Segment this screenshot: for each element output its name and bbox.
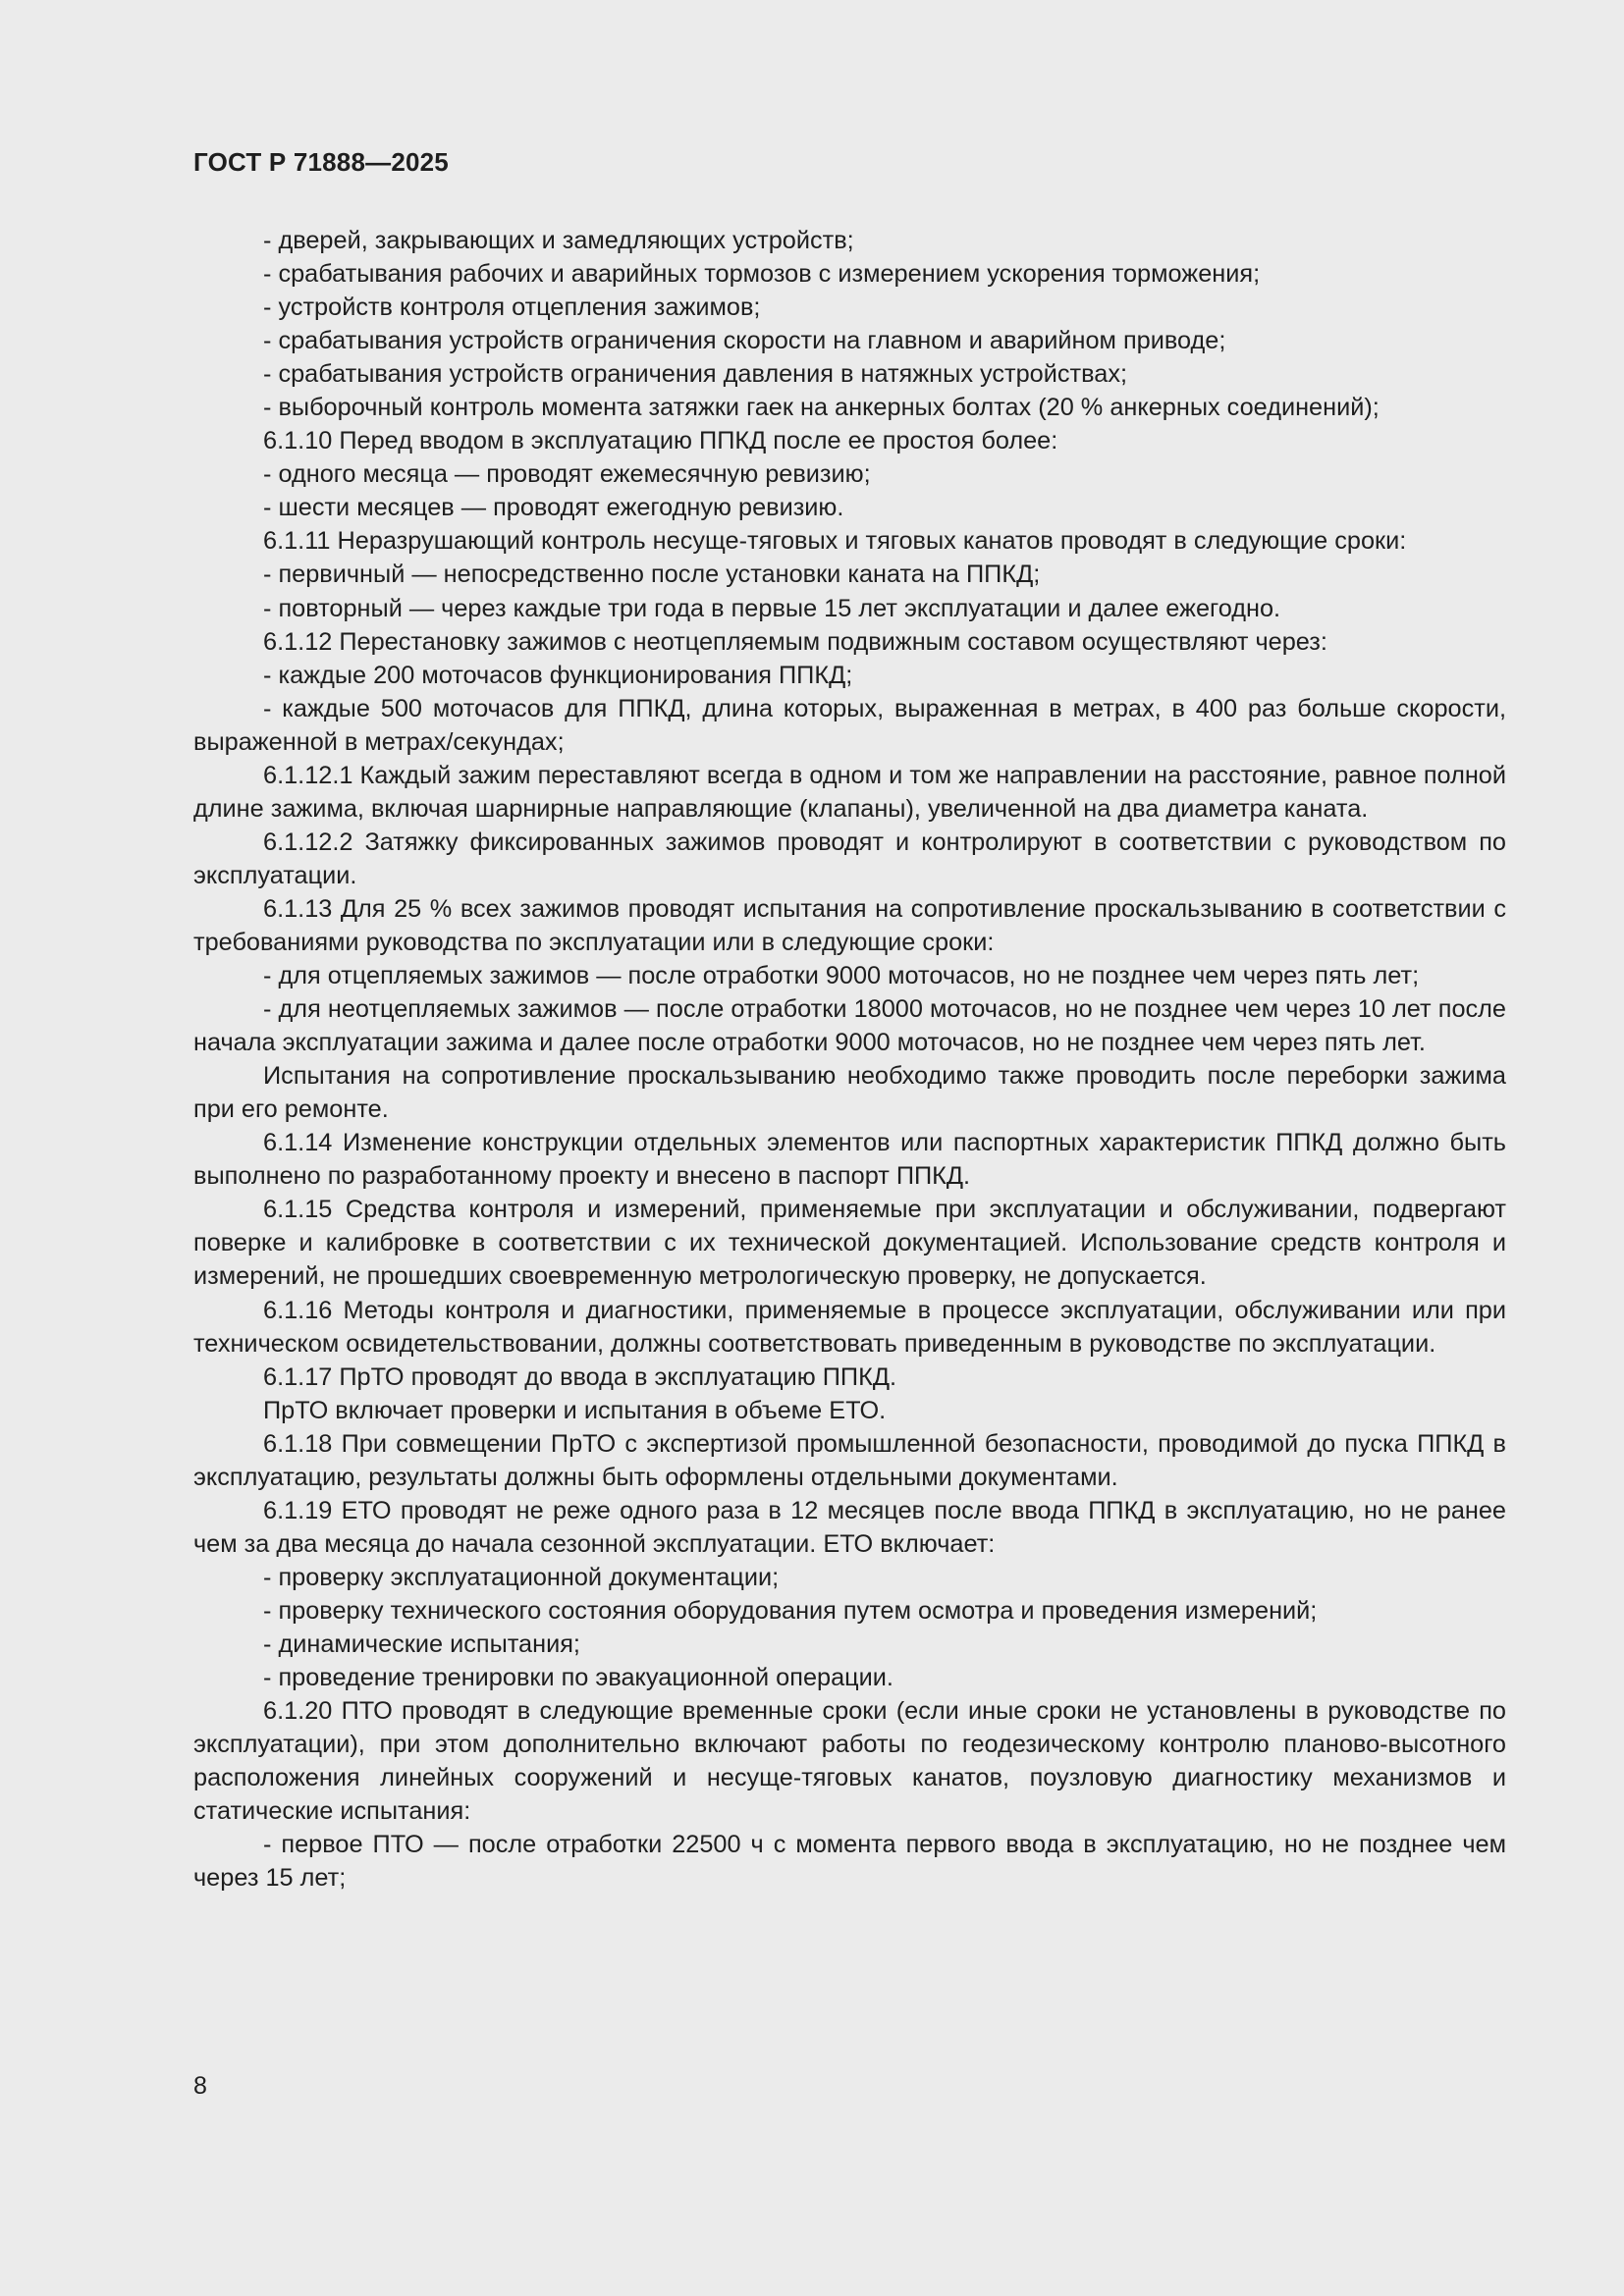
- list-item: - срабатывания рабочих и аварийных тормозов с измерением ускорения торможения;: [263, 260, 1261, 289]
- paragraph: ПрТО включает проверки и испытания в объеме ЕТО.: [263, 1396, 887, 1424]
- clause-6-1-18: 6.1.18 При совмещении ПрТО с экспертизой промышленной безопасности, проводимой до пуска ППКД в эксплуатацию, результаты должны быть оформлены отдельными документами.: [193, 1429, 1506, 1491]
- document-body: [193, 224, 1506, 1895]
- page-number: 8: [193, 2072, 207, 2100]
- clause-6-1-20: 6.1.20 ПТО проводят в следующие временные сроки (если иные сроки не установлены в руководстве по эксплуатации), при этом дополнительно включают работы по геодезическому контролю планово-высотного расположения линейных сооружений и несуще-тяговых канатов, поузловую диагностику механизмов и статические испытания:: [193, 1697, 1506, 1826]
- list-item: - для отцепляемых зажимов — после отработки 9000 моточасов, но не позднее чем через пять лет;: [263, 962, 1420, 990]
- list-item: - одного месяца — проводят ежемесячную ревизию;: [263, 460, 871, 489]
- list-item: - проведение тренировки по эвакуационной операции.: [263, 1664, 893, 1692]
- clause-6-1-12-2: 6.1.12.2 Затяжку фиксированных зажимов проводят и контролируют в соответствии с руководством по эксплуатации.: [193, 828, 1506, 889]
- list-item: - выборочный контроль момента затяжки гаек на анкерных болтах (20 % анкерных соединений);: [263, 394, 1380, 422]
- list-item: - срабатывания устройств ограничения скорости на главном и аварийном приводе;: [263, 327, 1226, 355]
- list-item: - динамические испытания;: [263, 1629, 580, 1658]
- list-item: - первичный — непосредственно после установки каната на ППКД;: [263, 561, 1041, 589]
- clause-6-1-17: 6.1.17 ПрТО проводят до ввода в эксплуатацию ППКД.: [263, 1362, 896, 1391]
- paragraph: Испытания на сопротивление проскальзыванию необходимо также проводить после переборки зажима при его ремонте.: [193, 1062, 1506, 1124]
- list-item: - каждые 200 моточасов функционирования ППКД;: [263, 661, 853, 689]
- list-item: - проверку эксплуатационной документации;: [263, 1563, 780, 1591]
- clause-6-1-10: 6.1.10 Перед вводом в эксплуатацию ППКД после ее простоя более:: [263, 427, 1058, 455]
- list-item: - первое ПТО — после отработки 22500 ч с момента первого ввода в эксплуатацию, но не позднее чем через 15 лет;: [193, 1831, 1506, 1893]
- clause-6-1-16: 6.1.16 Методы контроля и диагностики, применяемые в процессе эксплуатации, обслуживании или при техническом освидетельствовании, должны соответствовать приведенным в руководстве по эксплуатации.: [193, 1296, 1506, 1358]
- clause-6-1-19: 6.1.19 ЕТО проводят не реже одного раза в 12 месяцев после ввода ППКД в эксплуатацию, но не ранее чем за два месяца до начала сезонной эксплуатации. ЕТО включает:: [193, 1496, 1506, 1558]
- document-header: ГОСТ Р 71888—2025: [193, 147, 449, 177]
- list-item: - шести месяцев — проводят ежегодную ревизию.: [263, 494, 844, 522]
- list-item: - каждые 500 моточасов для ППКД, длина которых, выраженная в метрах, в 400 раз больше скорости, выраженной в метрах/секундах;: [193, 694, 1506, 756]
- clause-6-1-15: 6.1.15 Средства контроля и измерений, применяемые при эксплуатации и обслуживании, подвергают поверке и калибровке в соответствии с их технической документацией. Использование средств контроля и измерений, не прошедших своевременную метрологическую проверку, не допускается.: [193, 1196, 1506, 1291]
- list-item: - устройств контроля отцепления зажимов;: [263, 294, 761, 322]
- clause-6-1-11: 6.1.11 Неразрушающий контроль несуще-тяговых и тяговых канатов проводят в следующие сроки:: [263, 527, 1407, 556]
- clause-6-1-12: 6.1.12 Перестановку зажимов с неотцепляемым подвижным составом осуществляют через:: [263, 627, 1327, 656]
- list-item: - проверку технического состояния оборудования путем осмотра и проведения измерений;: [263, 1596, 1318, 1625]
- list-item: - для неотцепляемых зажимов — после отработки 18000 моточасов, но не позднее чем через 10 лет после начала эксплуатации зажима и далее после отработки 9000 моточасов, но не позднее чем через пять лет.: [193, 995, 1506, 1057]
- clause-6-1-13: 6.1.13 Для 25 % всех зажимов проводят испытания на сопротивление проскальзыванию в соответствии с требованиями руководства по эксплуатации или в следующие сроки:: [193, 894, 1506, 956]
- list-item: - повторный — через каждые три года в первые 15 лет эксплуатации и далее ежегодно.: [263, 594, 1281, 622]
- list-item: - срабатывания устройств ограничения давления в натяжных устройствах;: [263, 360, 1127, 389]
- list-item: - дверей, закрывающих и замедляющих устройств;: [263, 227, 854, 254]
- clause-6-1-12-1: 6.1.12.1 Каждый зажим переставляют всегда в одном и том же направлении на расстояние, равное полной длине зажима, включая шарнирные направляющие (клапаны), увеличенной на два диаметра каната.: [193, 761, 1506, 823]
- clause-6-1-14: 6.1.14 Изменение конструкции отдельных элементов или паспортных характеристик ППКД должно быть выполнено по разработанному проекту и внесено в паспорт ППКД.: [193, 1129, 1506, 1191]
